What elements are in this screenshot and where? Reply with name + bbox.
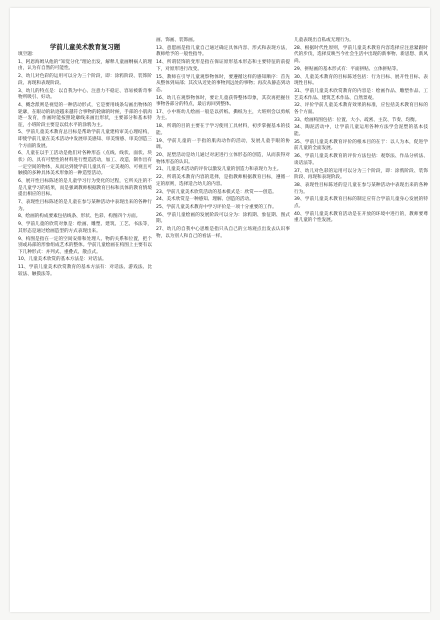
question-item: 儿童表现出自私或无理行为。 [294,38,354,43]
question-item: 21、儿童美术活动的评价以激发儿童的创造力和表现力为主。 [156,167,282,173]
question-item: 填空题： [18,52,37,57]
document-title: 学前儿童美术教育复习题 [49,43,121,51]
question-item: 3、幼儿的特点是：以自我为中心、注意力不稳定、容易被新奇事物所吸引、好动。 [18,88,152,101]
question-item: 17、小中班幼儿绘画一般是以折纸、撕纸为主，大班则会以剪纸为主。 [156,109,290,122]
question-item: 16、幼儿在观察物体时，要让儿童获得整体印象，其次再把握住事物各部分的特点，最后再回到整体。 [156,95,290,108]
question-item: 39、学前儿童美术教育目标的制定应符合学前儿童身心发展的特点。 [294,197,428,209]
document-page [10,8,430,612]
question-item: 15、教师在引导儿童观察物体时，要遵循这样的感知顺序：首先从整体到局部；其次从近处的事物到远处的事物；再次从静态到动态。 [156,74,290,93]
question-item: 9、学前儿童的欣赏对象是：绘画、雕塑、建筑、工艺、书法等，其形态是通过绘画造型的方式表现出来。 [18,222,152,234]
question-item: 28、根据时代性原则，学前儿童美术教育内容选择应注意紧跟时代的步伐，选择反映当今社会生活中出现的新事物、新思想、新风尚。 [294,45,428,64]
question-item: 23、学前儿童美术欣赏活动的基本模式是：欣赏——创造。 [156,189,277,195]
question-item: 20、泥塑活动是幼儿通过对泥进行立体形态的创造，从而获得对物体形态的认识。 [156,153,290,165]
question-item: 32、评价学前儿童美术教育效果的标准，应包括美术教育目标的各个方面。 [294,103,428,115]
question-item: 35、学前儿童美术教育评价的根本目的在于：以人为本，促进学前儿童的全面发展。 [294,139,428,152]
question-item: 31、学前儿童美术欣赏教育的内容是：绘画作品、雕塑作品、工艺美术作品、建筑艺术作品、自然景观。 [294,88,428,101]
question-item: 13、意愿画是指儿童自己通过确定具体内容、形式和表现方法，教师给予的一般性指导。 [156,45,290,58]
question-item: 6、展开性目标陈述的是儿童学习行为变化的过程，它所关注的不是儿童学习的结果，而是强调教师根据教育目标和具体的教育情境提出相应的目标。 [18,179,152,198]
question-item: 14、所谓装饰的变形是指在保证原形基本形态和主要特征的前提下，对原形进行改变。 [156,60,290,72]
question-item: 4、概念派则是视觉的一种活动形式，它是要用线条勾画出物体的轮廓，在眼动的轨迹越来越符合事物的轮廓的时候，手部的小肌肉逐一发育，作画时能按照轮廓线来画出形状，主要部分和基本特征，小班阶段主要是以低水平的涂鸦为主。 [18,102,152,128]
column-2 [156,38,290,242]
question-item: 34、陶泥活动中，让学前儿童运用各种方法学会泥塑的基本技能。 [294,125,428,138]
question-item: 9、构图是指在一定的空间安排和处理人、物的关系和位置，把个别或局部的形象组成艺术的整体。学前儿童绘画在构图上主要有以下几种形式：并列式、重叠式、散点式。 [18,236,152,255]
question-item: 26、学前儿童绘画的发展阶段可以分为：涂鸦期、象征期、图式期。 [156,212,290,225]
question-item: 30、儿童美术教育的目标陈述包括：行为目标、展开性目标、表现性目标。 [294,74,428,87]
question-item: 29、拼贴画的基本形式有：平面拼贴、立体拼贴等。 [294,66,401,72]
question-item: 2、幼儿对色彩的运用可以分为三个阶段，即：涂鸦阶段、装饰阶段、再现和表现阶段。 [18,74,152,86]
question-item: 25、学前儿童美术教育中学习评价是一项十分重要的工作。 [156,205,277,211]
question-item: 18、所谓的目的主要在于学习使用工具材料，初步掌握基本的技能。 [156,124,290,136]
question-item: 5、学前儿童美术教育总目标是帮助学前儿童建构审美心理结构，即使学前儿童在美术活动中发展审美感知、审美情感、审美创造三个方面的发展。 [18,130,152,149]
question-item: 6、儿童在以手工活动是他们对各种形态（点线、线状、面状、块状）的、具有可塑性的材料进行塑造活动，加工、改造，制作出有一定空间的物体，从而达到使学前儿童具有一定美观的、可视且可触摸的多种具体美术形象的一种造型活动。 [18,151,152,177]
question-item: 1、阿恩海姆从他的“知觉分化”理论出发，解释儿童画纲祸人的理由，认为有自然的可能性。 [18,59,152,72]
question-item: 7、表现性目标陈述的是儿童在参与某种活动中表现出来的各种行为。 [18,199,152,212]
question-item: 8、绘画的构成要素包括线条、形状、色彩、构图四个方面。 [18,214,141,220]
question-item: 11、学前儿童美术欣赏教育的基本方法有：对话法、游戏法、比较法、触摸法等。 [18,265,152,277]
question-item: 33、绘画构图包括：位置、大小、疏密、主次、节奏、均衡。 [294,117,420,123]
question-item: 40、学前儿童美术教育活动是在开放的环境中进行的，教师要尊重儿童的个性发展。 [294,211,428,224]
question-item: 27、幼儿的自我中心思维是指只从自己的立场观点出发去认识事物，以为别人和自己的看法一样。 [156,227,290,239]
question-item: 36、学前儿童美术教育的评价方法包括：观察法、作品分析法、谈话法等。 [294,154,428,166]
question-item: 19、学前儿童的一手指的肌肉动作的活动，发展儿童手眼的协调。 [156,138,290,151]
question-item: 24、美术欣赏是一种感知、理解、创造的活动。 [156,197,254,203]
question-item: 画、饰画、装饰画。 [156,38,198,43]
column-3 [294,38,428,226]
question-item: 10、儿童美术欣赏的基本方法是：对话法。 [18,257,107,263]
column-1 [18,52,152,280]
question-item: 38、表现性目标陈述的是儿童在参与某种活动中表现出来的各种行为。 [294,182,428,195]
question-item: 22、所谓美术教育内容的选择，是指教师根据教育目标，遵循一定的原则，选择适合幼儿的内容。 [156,175,290,187]
question-item: 37、幼儿对色彩的运用可以分为三个阶段，即：涂鸦阶段、装饰阶段、再现和表现阶段。 [294,168,428,181]
